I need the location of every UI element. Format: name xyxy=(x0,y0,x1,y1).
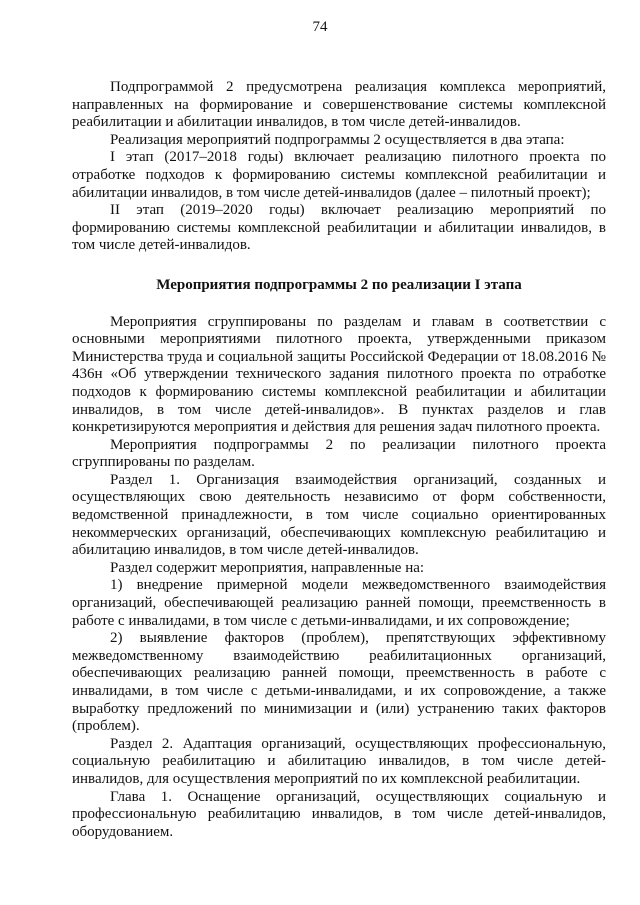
paragraph: II этап (2019–2020 годы) включает реализацию мероприятий по формированию системы комплексной реабилитации и абилитации инвалидов, в том числе детей-инвалидов. xyxy=(72,202,606,254)
paragraph: Мероприятия сгруппированы по разделам и главам в соответствии с основными мероприятиями пилотного проекта, утвержденными приказом Министерства труда и социальной защиты Российской Федерации от 18.08.2016 № 436н «Об утверждении технического задания пилотного проекта по отработке подходов к формированию системы комплексной реабилитации и абилитации инвалидов, в том числе детей-инвалидов». В пунктах разделов и глав конкретизируются мероприятия и действия для решения задач пилотного проекта. xyxy=(72,313,606,436)
paragraph: Мероприятия подпрограммы 2 по реализации пилотного проекта сгруппированы по разделам. xyxy=(72,436,606,471)
page-number: 74 xyxy=(312,19,328,35)
paragraph: Раздел 1. Организация взаимодействия организаций, созданных и осуществляющих свою деятельность независимо от форм собственности, ведомственной принадлежности, в том числе социально ориентированных некоммерческих организаций, обеспечивающих комплексную реабилитацию и абилитацию инвалидов, в том числе детей-инвалидов. xyxy=(72,471,606,559)
paragraph: Глава 1. Оснащение организаций, осуществляющих социальную и профессиональную реабилитацию инвалидов, в том числе детей-инвалидов, оборудованием. xyxy=(72,788,606,840)
list-item: 1) внедрение примерной модели межведомственного взаимодействия организаций, обеспечивающей реализацию ранней помощи, преемственность в работе с инвалидами, в том числе с детьми-инвалидами, и их сопровождение; xyxy=(72,577,606,629)
paragraph: Раздел 2. Адаптация организаций, осуществляющих профессиональную, социальную реабилитацию и абилитацию инвалидов, в том числе детей-инвалидов, для осуществления мероприятий по их комплексной реабилитации. xyxy=(72,735,606,787)
paragraph: I этап (2017–2018 годы) включает реализацию пилотного проекта по отработке подходов к формированию системы комплексной реабилитации и абилитации инвалидов, в том числе детей-инвалидов (далее – пилотный проект); xyxy=(72,149,606,201)
section-heading: Мероприятия подпрограммы 2 по реализации I этапа xyxy=(156,276,522,293)
paragraph: Подпрограммой 2 предусмотрена реализация комплекса мероприятий, направленных на формирование и совершенствование системы комплексной реабилитации и абилитации инвалидов, в том числе детей-инвалидов. xyxy=(72,79,606,131)
paragraph: Раздел содержит мероприятия, направленные на: xyxy=(110,559,425,576)
list-item: 2) выявление факторов (проблем), препятствующих эффективному межведомственному взаимодействию реабилитационных организаций, обеспечивающих реализацию ранней помощи, преемственность в работе с инвалидами, в том числе с детьми-инвалидами, и их сопровождение, а также выработку предложений по минимизации и (или) устранению таких факторов (проблем). xyxy=(72,630,606,735)
paragraph: Реализация мероприятий подпрограммы 2 осуществляется в два этапа: xyxy=(110,131,565,148)
document-body xyxy=(72,79,606,841)
